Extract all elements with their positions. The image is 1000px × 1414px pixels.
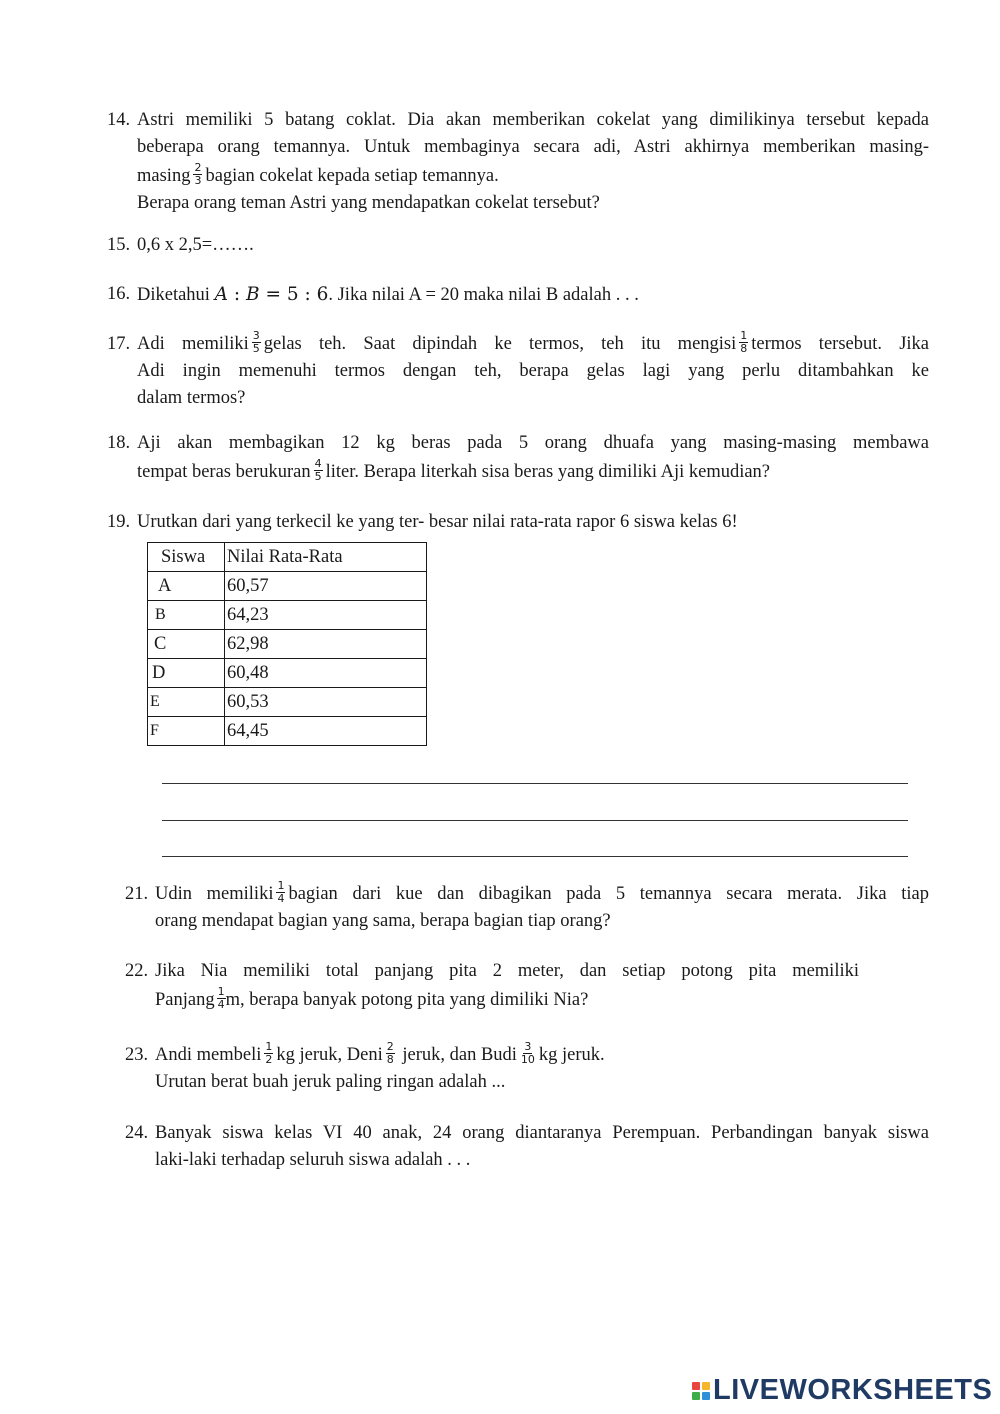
question-text: Banyak siswa kelas VI 40 anak, 24 orang diantaranya Perempuan. Perbandingan banyak siswa bbox=[155, 1123, 929, 1143]
question-number: 21. bbox=[125, 884, 149, 904]
question-text: jeruk, dan Budi bbox=[402, 1045, 517, 1065]
table-cell: 62,98 bbox=[225, 630, 427, 659]
question-number: 17. bbox=[107, 334, 131, 354]
question-text: orang mendapat bagian yang sama, berapa bagian tiap orang? bbox=[155, 911, 611, 931]
question-number: 18. bbox=[107, 433, 131, 453]
table-row bbox=[148, 572, 427, 601]
question-text: masing bbox=[137, 166, 191, 186]
table-cell: E bbox=[148, 688, 225, 717]
question-text: bagian cokelat kepada setiap temannya. bbox=[205, 166, 499, 186]
question-text: Aji akan membagikan 12 kg beras pada 5 orang dhuafa yang masing-masing membawa bbox=[137, 433, 929, 453]
question-17 bbox=[107, 331, 929, 412]
fraction: $\frac{1}{2}$ bbox=[265, 1040, 273, 1067]
question-text: kg jeruk, Deni bbox=[276, 1045, 383, 1065]
question-text: Jika Nia memiliki total panjang pita 2 meter, dan setiap potong pita memiliki bbox=[155, 961, 859, 981]
question-number: 19. bbox=[107, 512, 131, 532]
question-text: tempat beras berukuran bbox=[137, 462, 311, 482]
table-cell: B bbox=[148, 601, 225, 630]
table-row bbox=[148, 717, 427, 746]
table-cell: F bbox=[148, 717, 225, 746]
table-row bbox=[148, 688, 427, 717]
question-text: dalam termos? bbox=[137, 388, 246, 408]
question-text: gelas teh. Saat dipindah ke termos, teh itu mengisi bbox=[263, 334, 737, 354]
question-number: 14. bbox=[107, 110, 131, 130]
question-text: Adi ingin memenuhi termos dengan teh, berapa gelas lagi yang perlu ditambahkan ke bbox=[137, 361, 929, 381]
table-header-row bbox=[148, 543, 427, 572]
question-number: 24. bbox=[125, 1123, 149, 1143]
score-table bbox=[147, 542, 427, 746]
math-colon: : bbox=[227, 284, 246, 305]
fraction: $\frac{3}{10}$ bbox=[520, 1040, 535, 1067]
table-header: Siswa bbox=[148, 543, 225, 572]
fraction: $\frac{4}{5}$ bbox=[314, 457, 322, 484]
math-variable-a: A bbox=[214, 284, 228, 305]
question-number: 16. bbox=[107, 284, 131, 304]
question-text: Panjang bbox=[155, 990, 215, 1010]
question-text: Diketahui bbox=[137, 285, 210, 305]
question-14 bbox=[107, 107, 929, 217]
question-text: m, berapa banyak potong pita yang dimiliki Nia? bbox=[225, 990, 589, 1010]
question-text: Astri memiliki 5 batang coklat. Dia akan memberikan cokelat yang dimilikinya tersebut kepada bbox=[137, 110, 929, 130]
question-text: Udin memiliki bbox=[155, 884, 274, 904]
fraction: $\frac{2}{8}$ bbox=[386, 1040, 394, 1067]
question-text: termos tersebut. Jika bbox=[751, 334, 929, 354]
question-text: liter. Berapa literkah sisa beras yang dimiliki Aji kemudian? bbox=[325, 462, 771, 482]
question-text: 0,6 x 2,5=……. bbox=[137, 235, 254, 255]
question-text: Adi memiliki bbox=[137, 334, 249, 354]
question-text: laki-laki terhadap seluruh siswa adalah . . . bbox=[155, 1150, 471, 1170]
table-row bbox=[148, 630, 427, 659]
question-text: Urutkan dari yang terkecil ke yang ter- besar nilai rata-rata rapor 6 siswa kelas 6! bbox=[137, 512, 738, 532]
question-16 bbox=[107, 281, 929, 309]
question-number: 15. bbox=[107, 235, 131, 255]
logo-text: LIVEWORKSHEETS bbox=[713, 1374, 993, 1406]
question-21 bbox=[125, 881, 929, 935]
table-cell: A bbox=[148, 572, 225, 601]
table-row bbox=[148, 601, 427, 630]
table-cell: 64,45 bbox=[225, 717, 427, 746]
math-ratio: = 5 : 6 bbox=[259, 284, 329, 305]
question-22 bbox=[125, 958, 929, 1014]
table-cell: D bbox=[148, 659, 225, 688]
table-cell: 60,48 bbox=[225, 659, 427, 688]
answer-line[interactable] bbox=[162, 820, 908, 821]
question-number: 23. bbox=[125, 1045, 149, 1065]
table-header: Nilai Rata-Rata bbox=[225, 543, 427, 572]
question-19 bbox=[107, 509, 929, 536]
question-number: 22. bbox=[125, 961, 149, 981]
table-cell: 64,23 bbox=[225, 601, 427, 630]
table-cell: 60,57 bbox=[225, 572, 427, 601]
table-cell: C bbox=[148, 630, 225, 659]
question-23 bbox=[125, 1042, 929, 1096]
fraction: $\frac{2}{3}$ bbox=[194, 161, 202, 188]
question-text: Berapa orang teman Astri yang mendapatkan cokelat tersebut? bbox=[137, 193, 600, 213]
table-row bbox=[148, 659, 427, 688]
table-cell: 60,53 bbox=[225, 688, 427, 717]
question-text: beberapa orang temannya. Untuk membaginya secara adi, Astri akhirnya memberikan masing- bbox=[137, 137, 929, 157]
fraction: $\frac{3}{5}$ bbox=[252, 329, 260, 356]
answer-line[interactable] bbox=[162, 856, 908, 857]
liveworksheets-logo bbox=[692, 1374, 992, 1407]
question-text: bagian dari kue dan dibagikan pada 5 temannya secara merata. Jika tiap bbox=[288, 884, 929, 904]
fraction: $\frac{1}{4}$ bbox=[277, 879, 285, 906]
fraction: $\frac{1}{4}$ bbox=[217, 985, 225, 1012]
question-text: . Jika nilai A = 20 maka nilai B adalah . . . bbox=[328, 285, 639, 305]
math-variable-b: B bbox=[245, 284, 260, 305]
question-18 bbox=[107, 430, 929, 486]
question-text: kg jeruk. bbox=[538, 1045, 605, 1065]
question-text: Urutan berat buah jeruk paling ringan adalah ... bbox=[155, 1072, 506, 1092]
question-text: Andi membeli bbox=[155, 1045, 262, 1065]
question-24 bbox=[125, 1120, 929, 1174]
question-15 bbox=[107, 232, 929, 259]
fraction: $\frac{1}{8}$ bbox=[740, 329, 748, 356]
answer-line[interactable] bbox=[162, 783, 908, 784]
liveworksheets-logo-icon bbox=[692, 1382, 710, 1400]
